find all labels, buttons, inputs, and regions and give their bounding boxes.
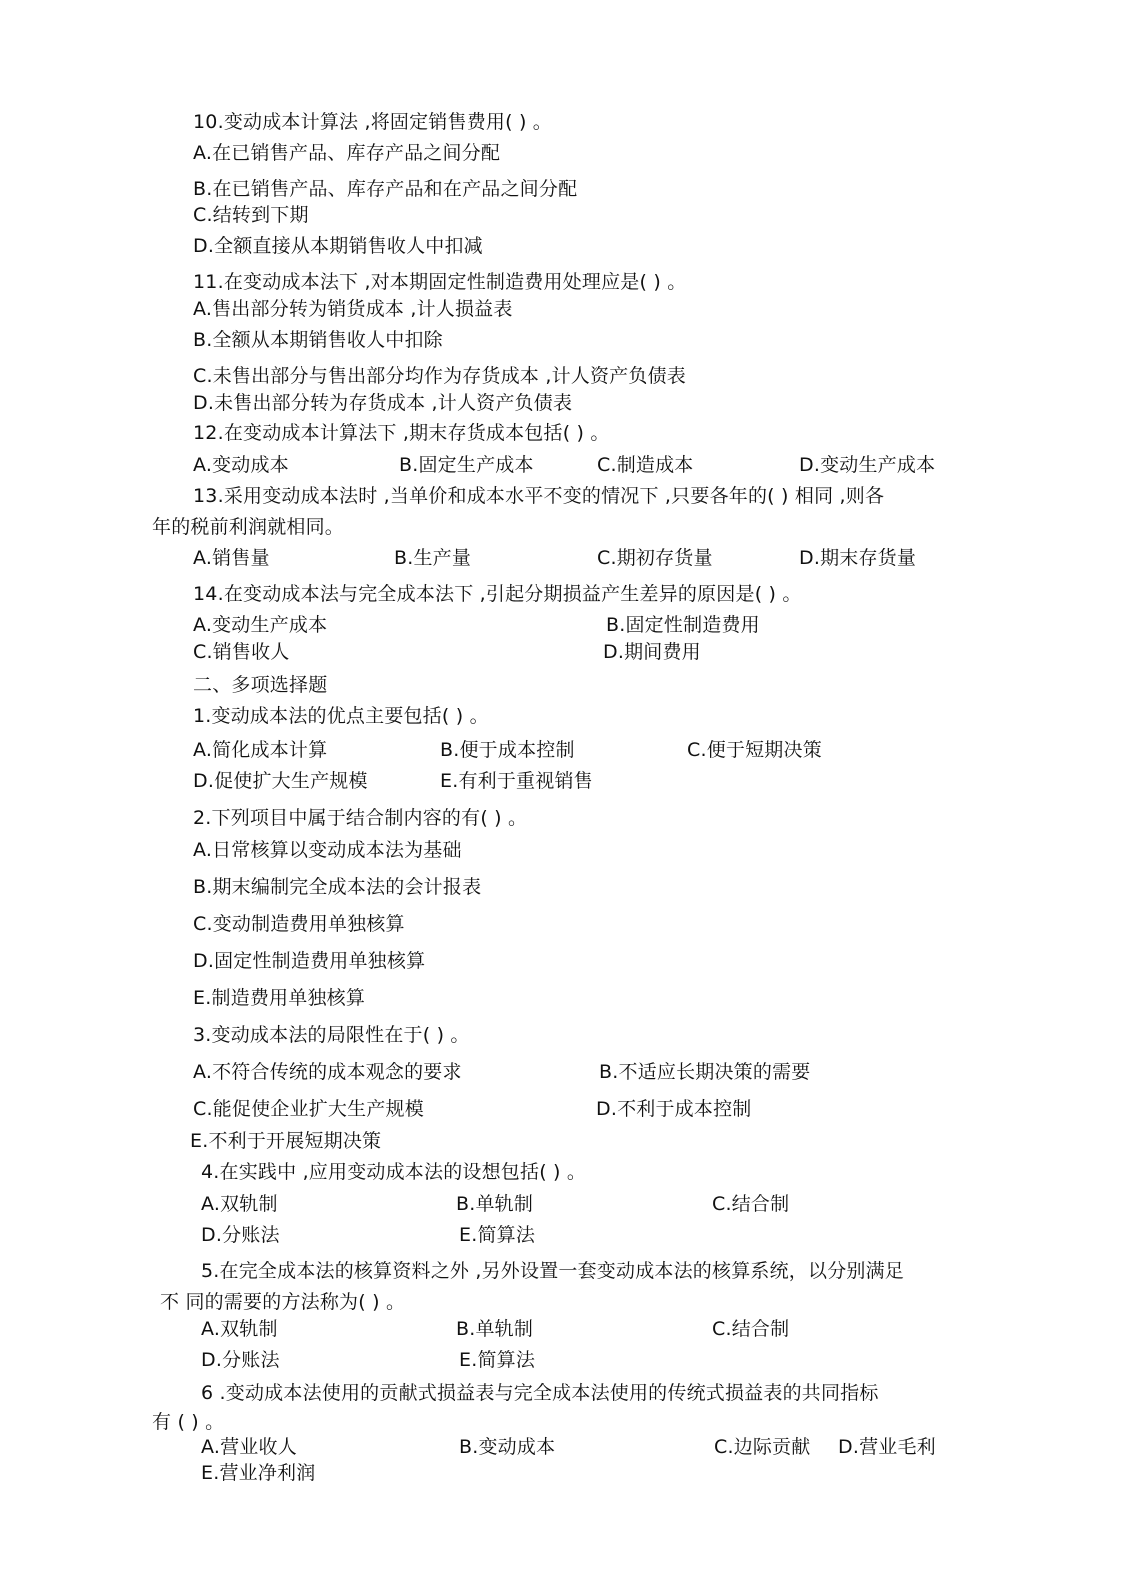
m4-option-d: D.分账法 — [201, 1224, 280, 1246]
m5-option-d: D.分账法 — [201, 1349, 280, 1371]
m4-option-a: A.双轨制 — [201, 1193, 278, 1215]
q12-stem: 12.在变动成本计算法下 ,期末存货成本包括( ) 。 — [193, 422, 610, 444]
q11-option-c: C.未售出部分与售出部分均作为存货成本 ,计人资产负债表 — [193, 365, 686, 387]
m4-option-e: E.简算法 — [459, 1224, 536, 1246]
q10-option-d: D.全额直接从本期销售收人中扣减 — [193, 235, 483, 257]
m4-option-c: C.结合制 — [712, 1193, 790, 1215]
m6-option-a: A.营业收人 — [201, 1436, 297, 1458]
m5-option-b: B.单轨制 — [456, 1318, 534, 1340]
m2-stem: 2.下列项目中属于结合制内容的有( ) 。 — [193, 807, 528, 829]
m3-option-d: D.不利于成本控制 — [596, 1098, 752, 1120]
m5-stem-line2: 不 同的需要的方法称为( ) 。 — [160, 1291, 406, 1313]
q13-stem-line2: 年的税前利润就相同。 — [152, 516, 345, 538]
q13-option-d: D.期末存货量 — [799, 547, 917, 569]
q13-option-b: B.生产量 — [394, 547, 472, 569]
m6-option-e: E.营业净利润 — [201, 1462, 316, 1484]
m4-stem: 4.在实践中 ,应用变动成本法的设想包括( ) 。 — [201, 1161, 587, 1183]
m2-option-b: B.期末编制完全成本法的会计报表 — [193, 876, 482, 898]
q12-option-a: A.变动成本 — [193, 454, 289, 476]
m4-option-b: B.单轨制 — [456, 1193, 534, 1215]
q14-option-d: D.期间费用 — [603, 641, 701, 663]
q11-option-a: A.售出部分转为销货成本 ,计人损益表 — [193, 298, 513, 320]
m6-stem-line2: 有 ( ) 。 — [152, 1411, 225, 1433]
q14-option-b: B.固定性制造费用 — [606, 614, 760, 636]
m3-option-c: C.能促使企业扩大生产规模 — [193, 1098, 424, 1120]
m6-stem-line1: 6 .变动成本法使用的贡献式损益表与完全成本法使用的传统式损益表的共同指标 — [201, 1382, 879, 1404]
m5-option-e: E.简算法 — [459, 1349, 536, 1371]
q14-stem: 14.在变动成本法与完全成本法下 ,引起分期损益产生差异的原因是( ) 。 — [193, 583, 802, 605]
q10-option-a: A.在已销售产品、库存产品之间分配 — [193, 142, 501, 164]
q10-option-c: C.结转到下期 — [193, 204, 309, 226]
m5-option-a: A.双轨制 — [201, 1318, 278, 1340]
section-heading: 二、多项选择题 — [193, 674, 328, 696]
m2-option-e: E.制造费用单独核算 — [193, 987, 366, 1009]
m2-option-d: D.固定性制造费用单独核算 — [193, 950, 426, 972]
q13-stem-line1: 13.采用变动成本法时 ,当单价和成本水平不变的情况下 ,只要各年的( ) 相同 ,则各 — [193, 485, 885, 507]
q10-option-b: B.在已销售产品、库存产品和在产品之间分配 — [193, 178, 578, 200]
m6-option-b: B.变动成本 — [459, 1436, 556, 1458]
m2-option-c: C.变动制造费用单独核算 — [193, 913, 405, 935]
m1-option-b: B.便于成本控制 — [440, 739, 575, 761]
m3-option-b: B.不适应长期决策的需要 — [599, 1061, 811, 1083]
m1-option-c: C.便于短期决策 — [687, 739, 822, 761]
q11-option-d: D.未售出部分转为存货成本 ,计人资产负债表 — [193, 392, 573, 414]
q13-option-c: C.期初存货量 — [597, 547, 713, 569]
q12-option-d: D.变动生产成本 — [799, 454, 936, 476]
m6-option-d: D.营业毛利 — [838, 1436, 936, 1458]
m1-option-d: D.促使扩大生产规模 — [193, 770, 368, 792]
q14-option-c: C.销售收人 — [193, 641, 290, 663]
m3-option-a: A.不符合传统的成本观念的要求 — [193, 1061, 462, 1083]
q11-option-b: B.全额从本期销售收人中扣除 — [193, 329, 443, 351]
m3-option-e: E.不利于开展短期决策 — [190, 1130, 382, 1152]
m5-stem-line1: 5.在完全成本法的核算资料之外 ,另外设置一套变动成本法的核算系统，以分别满足 — [201, 1260, 905, 1282]
m2-option-a: A.日常核算以变动成本法为基础 — [193, 839, 462, 861]
q11-stem: 11.在变动成本法下 ,对本期固定性制造费用处理应是( ) 。 — [193, 271, 687, 293]
m3-stem: 3.变动成本法的局限性在于( ) 。 — [193, 1024, 470, 1046]
m6-option-c: C.边际贡献 — [714, 1436, 811, 1458]
m1-option-e: E.有利于重视销售 — [440, 770, 593, 792]
q14-option-a: A.变动生产成本 — [193, 614, 328, 636]
q12-option-c: C.制造成本 — [597, 454, 694, 476]
m1-option-a: A.简化成本计算 — [193, 739, 328, 761]
q13-option-a: A.销售量 — [193, 547, 270, 569]
m5-option-c: C.结合制 — [712, 1318, 790, 1340]
q10-stem: 10.变动成本计算法 ,将固定销售费用( ) 。 — [193, 111, 553, 133]
m1-stem: 1.变动成本法的优点主要包括( ) 。 — [193, 705, 489, 727]
q12-option-b: B.固定生产成本 — [399, 454, 534, 476]
